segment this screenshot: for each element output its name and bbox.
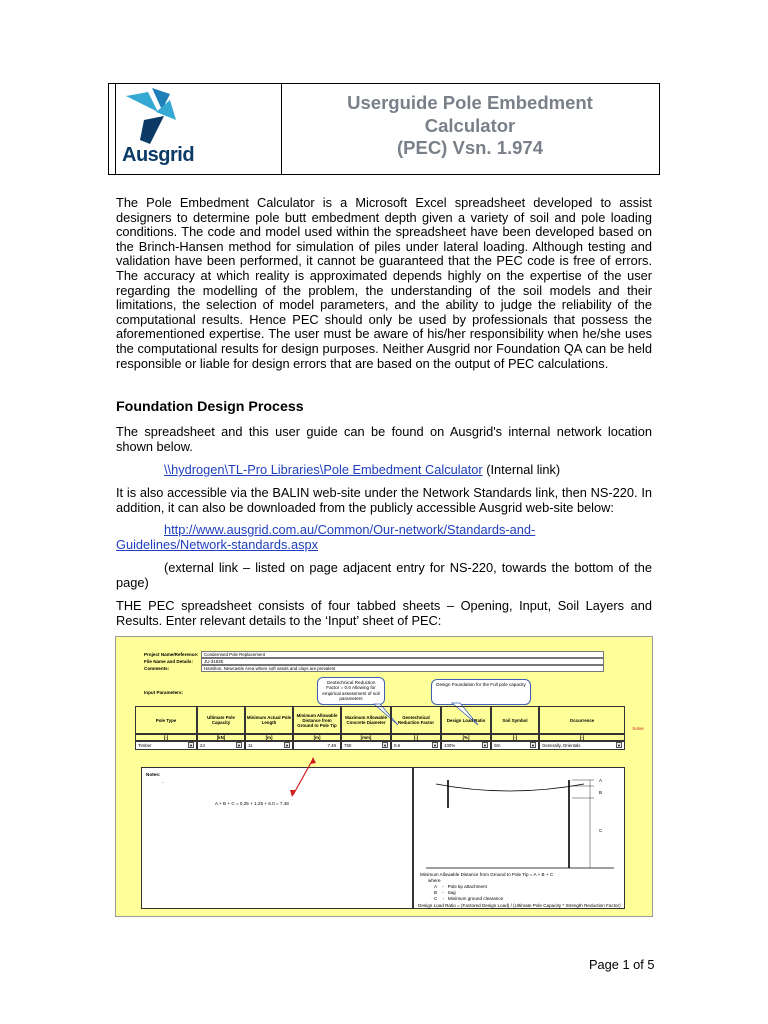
occurrence-dropdown-icon[interactable]: ▼ (617, 743, 621, 748)
diagram-panel (413, 767, 625, 909)
internal-link-line (164, 463, 652, 478)
unit-concrete-diameter: [mm] (341, 734, 391, 741)
col-header-pole-length: Minimum Actual Pole Length (245, 706, 293, 734)
input-parameters-label: Input Parameters: (144, 690, 184, 695)
title-line-2: Calculator (424, 114, 516, 136)
input-ultimate-capacity[interactable]: 24 (197, 741, 245, 750)
project-value: Condemned Pole Replacement (201, 651, 604, 658)
load-ratio-dropdown-icon[interactable]: ▼ (483, 743, 487, 748)
input-occurrence[interactable]: Generally, Orientals (539, 741, 625, 750)
legend-row-b: B - Sag (434, 890, 456, 895)
notes-label: Notes: (146, 772, 161, 777)
input-design-load-ratio[interactable]: 100% (441, 741, 491, 750)
unit-design-load-ratio: [%] (441, 734, 491, 741)
unit-reduction-factor: [-] (391, 734, 441, 741)
input-soil-symbol[interactable]: Sm (491, 741, 539, 750)
input-pole-length[interactable]: 11 (245, 741, 293, 750)
dim-label-a: A (599, 778, 603, 783)
col-header-reduction-factor: Geotechnical Reduction Factor (391, 706, 441, 734)
title-line-3: (PEC) Vsn. 1.974 (396, 137, 543, 158)
unit-soil-symbol: [-] (491, 734, 539, 741)
section-heading: Foundation Design Process (116, 399, 304, 415)
col-header-pole-type: Pole Type (135, 706, 197, 734)
diameter-dropdown-icon[interactable]: ▼ (383, 743, 387, 748)
intro-paragraph: The Pole Embedment Calculator is a Microsoft Excel spreadsheet developed to assist designers to determine pole butt embedment depth given a variety of soil and pole loading conditions. The code and model used within the spreadsheet have been developed based on the Brinch-Hansen method for simulation of piles under lateral loading. Although testing and validation have been performed, it cannot be guaranteed that the PEC code is free of errors. The accuracy at which reality is approximated depends highly on the expertise of the user regarding the modelling of the problem, the understanding of the soil models and their limitations, the selection of model parameters, and the ability to judge the reliability of the computational results. Hence PEC should only be used by professionals that possess the aforementioned expertise. The user must be aware of his/her responsibility when he/she uses the computational results for design purposes. Neither Ausgrid nor Foundation QA can be held responsible or liable for design errors that are based on the output of PEC calculations. (116, 195, 652, 371)
logo-wordmark: Ausgrid (122, 144, 195, 166)
legend-row-a: A - Pole tip attachment (434, 884, 487, 889)
pole-type-dropdown-icon[interactable]: ▼ (189, 743, 193, 748)
legend-title: Minimum Allowable Distance from Ground to Pole Tip = A + B + C (420, 872, 554, 877)
col-header-concrete-diameter: Maximum Allowable Concrete Diameter (341, 706, 391, 734)
file-value: JU-31535 (201, 658, 604, 665)
spreadsheet-screenshot (115, 636, 653, 917)
external-note-line-1: (external link – listed on page adjacent entry for NS-220, towards the bottom of the (164, 560, 652, 575)
solve-button[interactable]: Solve (632, 725, 644, 731)
page-title (282, 92, 658, 160)
external-note-line-2: page) (116, 574, 149, 590)
col-header-soil-symbol: Soil Symbol (491, 706, 539, 734)
external-link-block (116, 523, 652, 552)
sheets-paragraph: THE PEC spreadsheet consists of four tabbed sheets – Opening, Input, Soil Layers and Results. Enter relevant details to the ‘Input’ sheet of PEC: (116, 598, 652, 628)
comments-label: Comments: (144, 666, 170, 671)
external-link-part-2[interactable]: Guidelines/Network-standards.aspx (116, 536, 319, 552)
location-paragraph: The spreadsheet and this user guide can be found on Ausgrid's internal network location shown below. (116, 424, 652, 454)
external-link-part-1[interactable]: http://www.ausgrid.com.au/Common/Our-network/Standards-and- (164, 522, 536, 537)
notes-bullet: - (162, 780, 164, 785)
soil-dropdown-icon[interactable]: ▼ (531, 743, 535, 748)
callout-geotechnical: Geotechnical Reduction Factor = 0.6 Allowing for empirical assessment of soil parameters (317, 677, 385, 705)
legend-row-c: C - Minimum ground clearance (434, 896, 504, 901)
capacity-dropdown-icon[interactable]: ▼ (237, 743, 241, 748)
unit-ultimate-capacity: [kN] (197, 734, 245, 741)
col-header-ultimate-capacity: Ultimate Pole Capacity (197, 706, 245, 734)
project-label: Project Name/Reference: (144, 652, 199, 657)
title-line-1: Userguide Pole Embedment (347, 92, 593, 113)
dim-label-b: B (599, 790, 603, 795)
page-number: Page 1 of 5 (589, 957, 655, 972)
dim-label-c: C (599, 828, 603, 833)
access-paragraph: It is also accessible via the BALIN web-site under the Network Standards link, then NS-220. In addition, it can also be downloaded from the publicly accessible Ausgrid web-site below: (116, 485, 652, 515)
unit-occurrence: [-] (539, 734, 625, 741)
internal-link-suffix: (Internal link) (482, 462, 561, 477)
unit-ground-to-tip: [m] (293, 734, 341, 741)
col-header-ground-to-tip: Minimum Allowable Distance from Ground to Pole Tip (293, 706, 341, 734)
input-pole-type[interactable]: Timber (135, 741, 197, 750)
col-header-design-load-ratio: Design Load Ratio (441, 706, 491, 734)
internal-link[interactable]: \\hydrogen\TL-Pro Libraries\Pole Embedment Calculator (164, 462, 483, 477)
formula-text: A + B + C = 0.25 + 1.25 + 6.0 = 7.48 (215, 801, 289, 806)
input-ground-to-tip[interactable]: 7.48 (293, 741, 341, 750)
external-note (116, 561, 652, 590)
input-reduction-factor[interactable]: 0.6 (391, 741, 441, 750)
length-dropdown-icon[interactable]: ▼ (285, 743, 289, 748)
comments-value: Hamilton, Newcastle Area where soft sands and clays are prevalent (201, 665, 604, 672)
unit-pole-type: [-] (135, 734, 197, 741)
legend-footer: Design Load Ratio = (Factored Design Load) / (Ultimate Pole Capacity * Strength Reduction Factor) (418, 903, 621, 908)
unit-pole-length: [m] (245, 734, 293, 741)
file-label: File Name and Details: (144, 659, 194, 664)
callout-design-foundation: Design Foundation for the Full pole capacity (431, 679, 531, 705)
legend-where: where (428, 878, 441, 883)
col-header-occurrence: Occurrence (539, 706, 625, 734)
input-concrete-diameter[interactable]: 750 (341, 741, 391, 750)
reduction-dropdown-icon[interactable]: ▼ (433, 743, 437, 748)
